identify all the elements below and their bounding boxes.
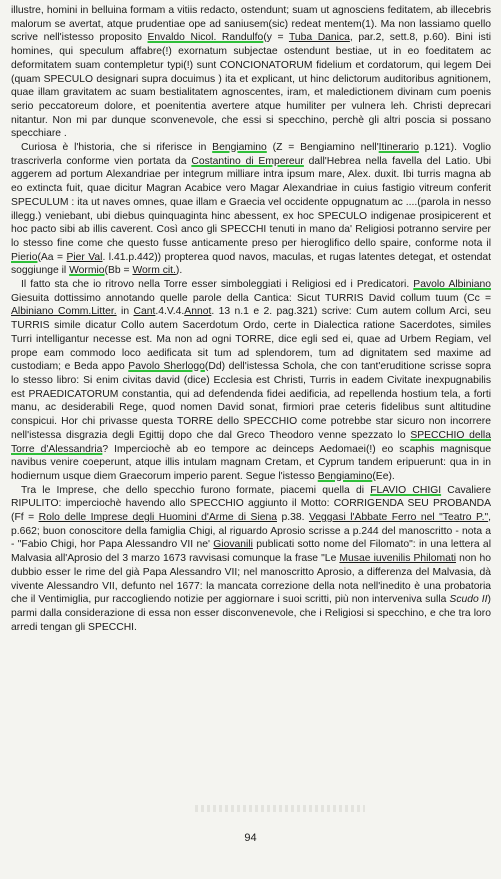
highlighted-reference: Pavolo Sherlogo — [128, 361, 205, 373]
text-run: (Z = Bengiamino nell' — [266, 142, 379, 154]
text-run: publicati sotto nome del Filomato": in una lettera al Malvasia all'Aprosio del 3 marzo 1673 ravvisasi comunque la frase "Le — [11, 539, 491, 565]
highlighted-reference: Costantino di Empereur — [191, 155, 304, 167]
text-run: (Dd) dell'istessa Schola, che con tant'eruditione scrisse sopra lo stesso libro: Si enim civitas david (dice) Ecclesia est Christi, Turris in eadem Civitate inexpugnabilis est PRAEDICATORUM constantia, qui ad defendenda fidei aedificia, ad repellenda hostium tela, a forti manu, ac desiderabili Rege, quod nomen David sonat, firmiori prae ceteris fidelibus sunt altitudine conspicui. Hor chi privasse questa TORRE dello SPECCHIO come potrebbe star sicuro non incorrere nell'istessa disgrazia degli Egittij dopo che dal Greco Theodoro venne spezzato lo — [11, 361, 491, 441]
text-run: non ho dubbio esser le rime del già Papa Alessandro VII; nel manoscritto Aprosio, a differenza del Malvasia, dà vivente Alessandro VII, defunto nel 1677: la mancata correzione della nota nell'inedito è una probatoria che il Ventimiglia, pur raccogliendo notizie per aggiornare i suoi scritti, più non interveniva sulla — [11, 553, 491, 606]
highlighted-reference: SPECCHIO della Torre d'Alessandria — [11, 429, 491, 455]
text-run: , par.2, sett.8, p.60). Bini isti homines, qui speculum affabre(!) exornatum subjectae ostendunt bestiae, ut in eo foeditatem ac deformitatem suam contempletur typi(!) sunt CONCIONATORUM fidelium et cordatorum, qui legem Dei (quam SPECULO designari supra docuimus ) ita et explicant, ut hinc delictorum auditoribus agnitionem, quae illam gravitatem ac suam bestialitatem agnoscentes, iram, et maledictionem divinam cum poenis serio peccatoreum dolore, et poenitentia avertere atque humiliter per vulnera leh. Christi deprecari nitantur. Non mi par dunque sconvenevole, che essi si specchino, perchè gli altri poscia si possano specchiare . — [11, 32, 492, 140]
underlined-citation: Pier Val — [66, 251, 103, 263]
underlined-citation: Giovanili — [213, 539, 253, 551]
page-number: 94 — [244, 832, 257, 844]
bleed-through-mark — [195, 805, 365, 812]
text-run: p.38. — [277, 512, 309, 524]
text-run: illustre, homini in belluina formam a vitiis redacto, ostendunt; suam ut agnosciens feditatem, ab illecebris malorum se avertat, atque prudentiae ope ad saniusem(sic) redeat mentem(1). Ma non lassiamo quello scrive nell'istesso proposito — [11, 5, 491, 44]
underlined-citation: Annot — [184, 306, 212, 318]
text-run: (Ee). — [372, 470, 395, 482]
highlighted-reference: Bengiamino — [212, 142, 267, 154]
text-run: Curiosa è l'historia, che si riferisce in — [21, 142, 213, 154]
underlined-citation: Rolo delle Imprese degli Huomini d'Arme di Siena — [38, 512, 278, 524]
text-run: Cavaliere RIPULITO: imperciochè havendo allo SPECCHIO aggiunto il Motto: CORRIGENDA SEU PROBANDA (Ff = — [11, 484, 491, 524]
highlighted-reference: Pierio — [11, 251, 38, 263]
underlined-citation: Cant — [133, 306, 156, 318]
paragraph — [11, 278, 491, 484]
text-run: Il fatto sta che io ritrovo nella Torre esser simboleggiati i Religiosi ed i Predicatori. — [21, 279, 414, 291]
underlined-citation: Tuba Danica — [288, 32, 350, 44]
underlined-citation: Worm cit. — [132, 265, 176, 277]
text-run: , p.662; buon conoscitore della famiglia Chigi, al riguardo Aprosio scrisse a p.244 del manoscritto - nota a - "Fabio Chigi, hor Papa Alessandro VII ne' — [11, 512, 491, 551]
text-run: ) parmi dalla considerazione di essa non esser disconvenevole, che i Religiosi si specchino, e che tra loro arredi tengan gli SPECCHI. — [11, 594, 491, 633]
paragraph — [11, 141, 491, 278]
body-text — [11, 4, 491, 634]
text-run: p.121). Voglio trascriverla conforme vien portata da — [11, 142, 491, 167]
underlined-citation: Albiniano Comm.Litter. — [11, 306, 117, 318]
text-run: Giesuita dottissimo annotando quelle parole della Cantica: Sicut TURRIS David collum tuum (Cc = — [11, 292, 491, 304]
underlined-citation: Musae iuvenilis Philomati — [339, 553, 457, 565]
highlighted-reference: Wormio — [69, 265, 105, 277]
underlined-citation: Veggasi l'Abbate Ferro nel "Teatro P." — [308, 512, 489, 524]
text-run: Tra le Imprese, che dello specchio furono formate, piacemi quella di — [21, 484, 371, 496]
highlighted-reference: Envaldo Nicol. Randulfo — [147, 32, 264, 44]
text-run: dall'Hebrea nella favella del Latio. Ubi aggerem ad portum Alexandriae per integrum milliare intra ipsum mare, Alex. duxit. Ibi turris magna ab eo extincta fuit, quae dicitur Magran Acabice vero Magar Alexandriae in cuius fastigio vitreum conferit SPECULUM : ita ut naves omnes, quae illam e Graecia vel occidente oppugnatum ac ....(parola in nesso illegg.) veniebant, ubi diebus quinquaginta hinc abessent, ex hoc SPECULO indigenae prosipicerent et hoc pacto sibi ab illis caverent. Così anco gli SPECCHI tenuti in mano da' Religiosi potranno servire per lo stesso fine come che questo fusse anticamente preso per hieroglifico dello spaire, conforme nota il — [11, 155, 491, 249]
paragraph — [11, 4, 491, 141]
text-run: ). — [175, 265, 183, 277]
text-run: .4.V.4. — [155, 306, 185, 318]
text-run: Scudo II — [449, 594, 488, 606]
text-run: (y = — [263, 32, 289, 44]
highlighted-reference: Itinerario — [378, 142, 419, 154]
highlighted-reference: Bengiamino — [317, 470, 373, 482]
text-run: (Aa = — [37, 251, 67, 263]
paragraph — [11, 484, 491, 635]
text-run: in — [116, 306, 134, 318]
text-run: ? Imperciochè ab eo tempore ac deinceps Aedomaei(!) eo scaphis magnisque navibus venire coeperunt, atque illis intulam magnam Cretam, et Cyprum tandem eripuerunt: qua in in hodiernum usque diem Graecorum imperio parent. Segue l'istesso — [11, 443, 491, 482]
highlighted-reference: Pavolo Albiniano — [413, 279, 491, 291]
text-run: . l.41.p.442)) propterea quod navos, maculas, et rugas latentes detegat, et ostendat soggiunge il — [11, 251, 492, 277]
text-run: (Bb = — [104, 265, 133, 277]
text-run: . 13 n.1 e 2. pag.321) scrive: Cum autem collum Arci, seu TURRIS simile dicatur Collo autem Sacerdotum Ordo, certe in Dialectica ratione Sacerdotes, similes Turri intelligantur necesse est. Ma non ad ogni TORRE, dice egli sed ei, quae ad Urbem Regiam, vel prope eam commodo loco aedificata sit tum ad splendorem, tum ad dignitatem sed maxime ad custodiam; e Beda appo — [11, 306, 491, 373]
highlighted-reference: FLAVIO CHIGI — [370, 484, 442, 496]
